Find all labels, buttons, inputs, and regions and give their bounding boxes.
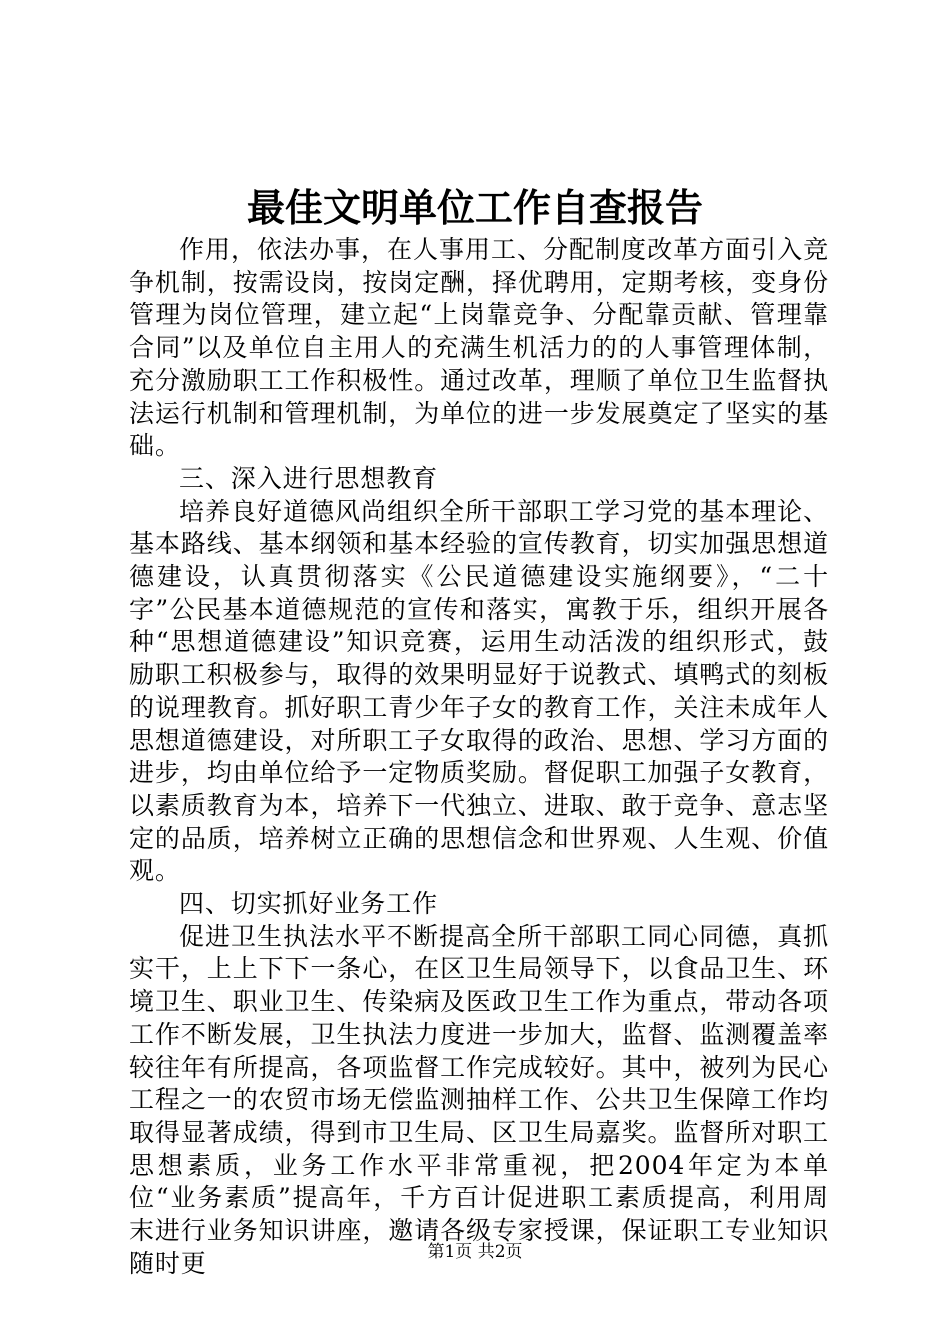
- body-paragraph: 作用，依法办事，在人事用工、分配制度改革方面引入竞争机制，按需设岗，按岗定酬，择优聘用，定期考核，变身份管理为岗位管理，建立起“上岗靠竞争、分配靠贡献、管理靠合同”以及单位自主用人的充满生机活力的的人事管理体制，充分激励职工工作积极性。通过改革，理顺了单位卫生监督执法运行机制和管理机制，为单位的进一步发展奠定了坚实的基础。: [129, 235, 829, 461]
- document-title: 最佳文明单位工作自查报告: [246, 185, 703, 230]
- page-footer: 第1页 共2页: [427, 1242, 523, 1262]
- section-heading: 三、深入进行思想教育: [179, 463, 439, 493]
- body-paragraph: 培养良好道德风尚组织全所干部职工学习党的基本理论、基本路线、基本纲领和基本经验的宣传教育，切实加强思想道德建设，认真贯彻落实《公民道德建设实施纲要》，“二十字”公民基本道德规范的宣传和落实，寓教于乐，组织开展各种“思想道德建设”知识竞赛，运用生动活泼的组织形式，鼓励职工积极参与，取得的效果明显好于说教式、填鸭式的刻板的说理教育。抓好职工青少年子女的教育工作，关注未成年人思想道德建设，对所职工子女取得的政治、思想、学习方面的进步，均由单位给予一定物质奖励。督促职工加强子女教育，以素质教育为本，培养下一代独立、进取、敢于竞争、意志坚定的品质，培养树立正确的思想信念和世界观、人生观、价值观。: [129, 496, 829, 886]
- section-heading: 四、切实抓好业务工作: [179, 889, 439, 919]
- body-paragraph: 促进卫生执法水平不断提高全所干部职工同心同德，真抓实干，上上下下一条心，在区卫生局领导下，以食品卫生、环境卫生、职业卫生、传染病及医政卫生工作为重点，带动各项工作不断发展，卫生执法力度进一步加大，监督、监测覆盖率较往年有所提高，各项监督工作完成较好。其中，被列为民心工程之一的农贸市场无偿监测抽样工作、公共卫生保障工作均取得显著成绩，得到市卫生局、区卫生局嘉奖。监督所对职工思想素质，业务工作水平非常重视，把2004年定为本单位“业务素质”提高年，千方百计促进职工素质提高，利用周末进行业务知识讲座，邀请各级专家授课，保证职工专业知识随时更: [129, 921, 829, 1278]
- document-body: [129, 234, 829, 1281]
